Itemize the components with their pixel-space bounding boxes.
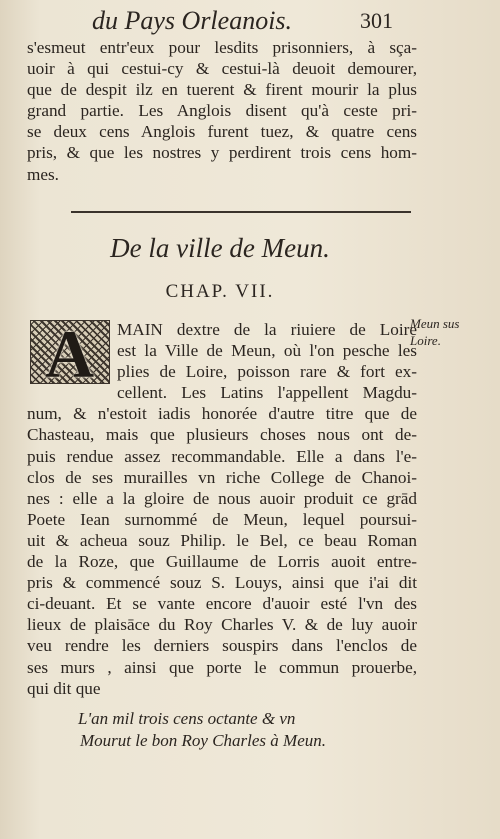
text-line: mes.	[27, 164, 59, 184]
text-line: ci-deuant. Et se vante encore d'auoir esté l'vn des	[27, 594, 417, 614]
text-line: est la Ville de Meun, où l'on pesche les	[117, 341, 417, 361]
text-line: Chasteau, mais que plusieurs choses nous ont de-	[27, 425, 417, 445]
text-line: lieux de plaisāce du Roy Charles V. & de luy auoir	[27, 615, 417, 635]
text-line: uoir à qui cestui-cy & cestui-là deuoit demourer,	[27, 59, 417, 79]
margin-note-line: Loire.	[410, 333, 441, 348]
verse-line: Mourut le bon Roy Charles à Meun.	[80, 731, 326, 750]
margin-note	[410, 315, 490, 349]
paragraph-continued	[27, 37, 417, 185]
section-divider	[71, 211, 411, 213]
running-header	[92, 6, 412, 36]
text-line: grand partie. Les Anglois disent qu'à ceste pri-	[27, 101, 417, 121]
verse-line: L'an mil trois cens octante & vn	[78, 709, 296, 728]
text-line: Poete Iean surnommé de Meun, lequel poursui-	[27, 509, 417, 529]
text-line: nes : elle a la gloire de nous auoir produit ce grād	[27, 488, 417, 508]
verse-proverb	[78, 708, 378, 752]
text-line: pris, & que les nostres y perdirent trois cens hom-	[27, 143, 417, 163]
text-line: se deux cens Anglois furent tuez, & quatre cens	[27, 122, 417, 142]
text-line: clos de ses murailles vn riche College de Chanoi-	[27, 467, 417, 487]
text-line: que de despit ilz en tuerent & firent mourir la plus	[27, 80, 417, 100]
text-line: cellent. Les Latins l'appellent Magdu-	[117, 383, 417, 403]
text-line: s'esmeut entr'eux pour lesdits prisonniers, à sça-	[27, 38, 417, 57]
text-line: veu rendre les derniers souspirs dans l'enclos de	[27, 636, 417, 656]
text-line: uit & acheua souz Philip. le Bel, ce beau Roman	[27, 530, 417, 550]
text-line: de la Roze, que Guillaume de Lorris auoit entre-	[27, 552, 417, 572]
chapter-label: CHAP. VII.	[165, 281, 275, 302]
text-line: plies de Loire, poisson rare & fort ex-	[117, 362, 417, 382]
initial-letter: A	[45, 316, 95, 392]
text-line: qui dit que	[27, 678, 101, 698]
text-line: ses murs , ainsi que porte le commun prouerbe,	[27, 657, 417, 677]
section-title: De la ville de Meun.	[110, 233, 330, 263]
paragraph-main	[27, 319, 417, 699]
running-title: du Pays Orleanois.	[92, 6, 293, 35]
text-line: puis rendue assez recommandable. Elle a dans l'e-	[27, 446, 417, 466]
text-line: MAIN dextre de la riuiere de Loire	[117, 320, 417, 339]
text-line: pris & commencé souz S. Louys, ainsi que i'ai dit	[27, 573, 417, 593]
text-line: num, & n'estoit iadis honorée d'autre titre que de	[27, 404, 417, 424]
page-number: 301	[360, 8, 393, 33]
margin-note-line: Meun sus	[410, 316, 460, 331]
